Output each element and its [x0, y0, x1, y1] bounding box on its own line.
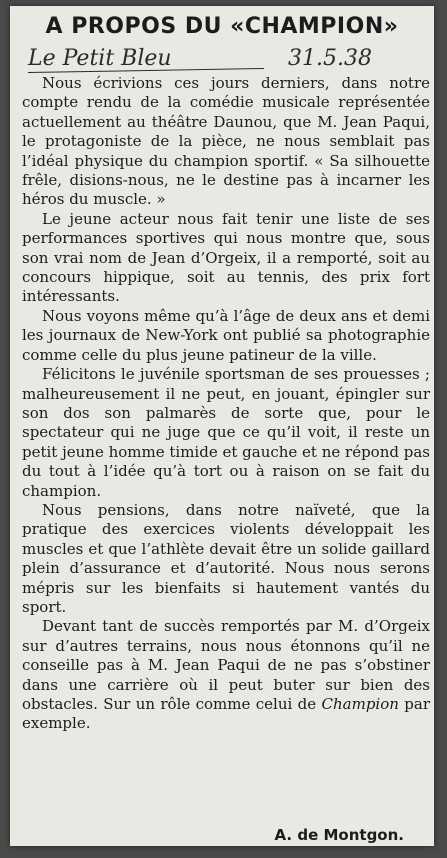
article-paragraph-2: Le jeune acteur nous fait tenir une liste de ses performances sportives qui nous montre que, sous son vrai nom de Jean d’Orgeix, il a remporté, soit au concours hippique, soit au tennis, des prix fort intéressants. — [22, 209, 430, 306]
paragraph-6-text-end: par exemple. — [22, 695, 431, 733]
play-title-italic: Champion — [321, 695, 399, 713]
author-signature: A. de Montgon. — [274, 826, 404, 844]
article-paragraph-3: Nous voyons même qu’à l’âge de deux ans et demi les journaux de New-York ont publié sa photographie comme celle du plus jeune patineur de la ville. — [22, 306, 430, 364]
article-paragraph-1: Nous écrivions ces jours derniers, dans notre compte rendu de la comédie musicale représentée actuellement au théâtre Daunou, que M. Jean Paqui, le protagoniste de la pièce, ne nous semblait pas l’idéal physique du champion sportif. « Sa silhouette frêle, disions-nous, ne le destine pas à incarner les héros du muscle. » — [22, 74, 430, 209]
handwritten-source-annotation: Le Petit Bleu — [28, 46, 172, 71]
article-paragraph-5: Nous pensions, dans notre naïveté, que la pratique des exercices violents développait les muscles et que l’athlète devait être un solide gaillard plein d’assurance et d’autorité. Nous nous serons mépris sur les bienfaits si hautement vantés du sport. — [22, 500, 430, 616]
handwritten-date-annotation: 31.5.38 — [288, 46, 372, 71]
article-headline: A PROPOS DU «CHAMPION» — [45, 14, 399, 39]
article-paragraph-4: Félicitons le juvénile sportsman de ses prouesses ; malheureusement il ne peut, en jouant, épingler sur son dos son palmarès de sorte que, pour le spectateur qui ne juge que ce qu’il voit, il reste un petit jeune homme timide et gauche et ne répond pas du tout à l’idée qu’à tort ou à raison on se fait du champion. — [22, 365, 430, 500]
paragraph-6-text-start: Devant tant de succès remportés par M. d’Orgeix sur d’autres terrains, nous nous étonnons qu’il ne conseille pas à M. Jean Paqui de ne pas s’obstiner dans une carrière où il peut buter sur bien des obstacles. Sur un rôle comme celui de — [22, 617, 430, 713]
article-body — [22, 74, 430, 734]
newspaper-clipping — [10, 6, 434, 846]
article-paragraph-6 — [22, 617, 430, 733]
